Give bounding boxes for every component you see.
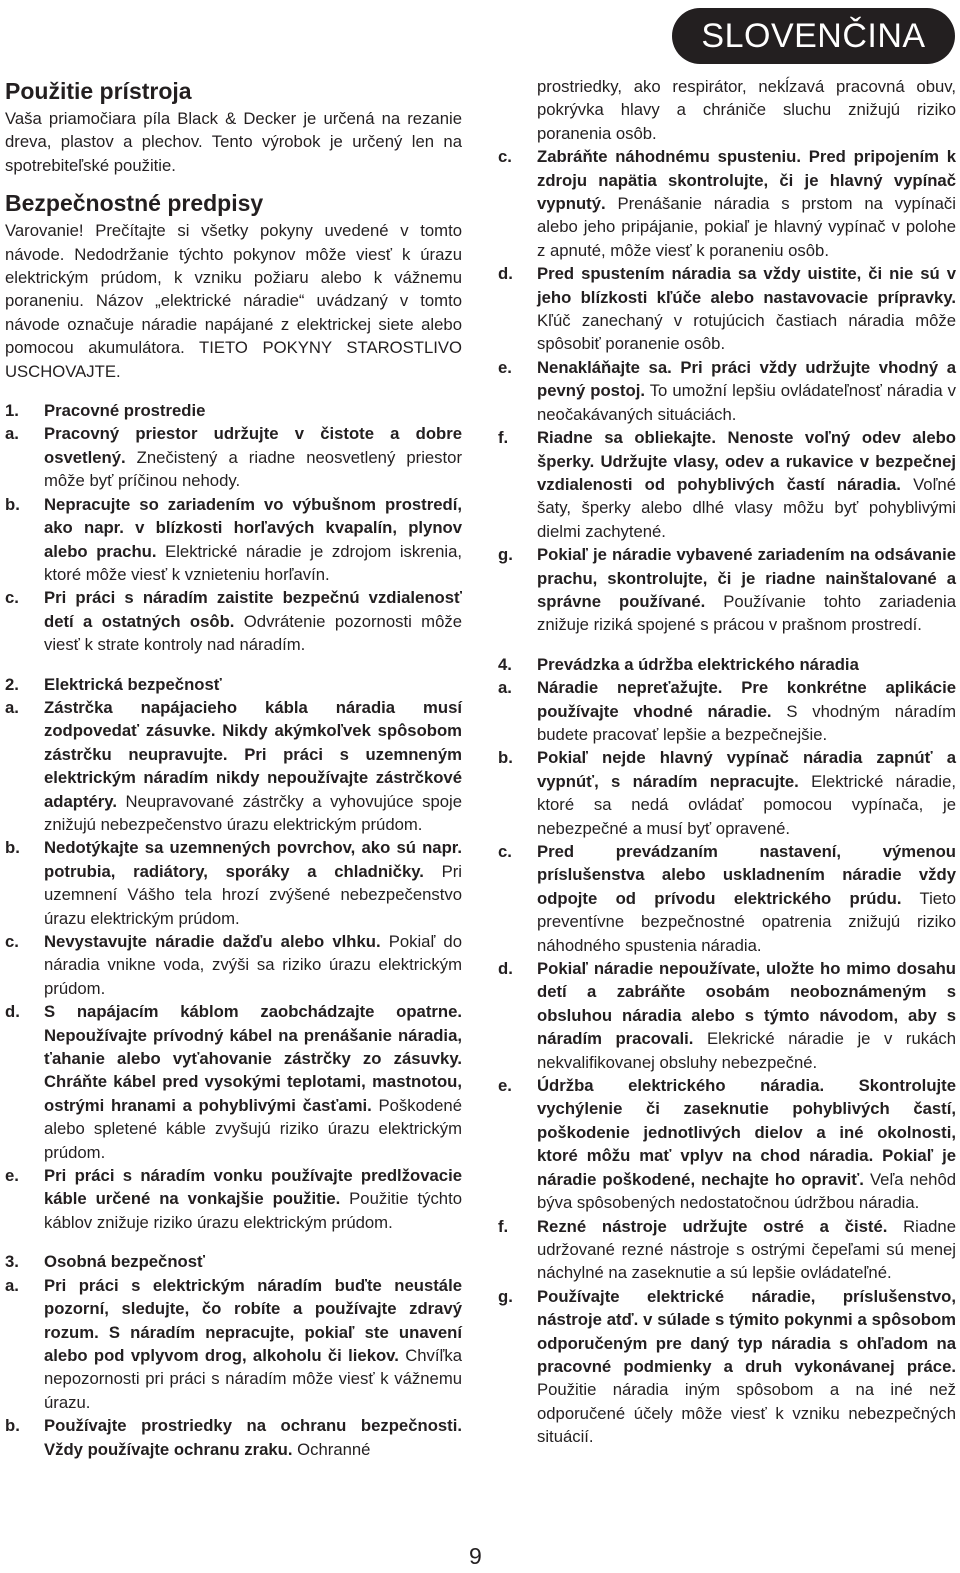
item-text: S vhodným náradím budete pracovať lepšie a bezpečnejšie. xyxy=(537,701,956,744)
left-column xyxy=(5,75,462,1461)
item-text: Tieto preventívne bezpečnostné opatrenia znižujú riziko náhodného spustenia náradia. xyxy=(537,888,956,955)
list-item xyxy=(498,840,956,957)
list-item xyxy=(498,426,956,543)
item-bold: Pokiaľ nejde hlavný vypínač náradia zapnúť a vypnúť, s náradím nepracujte. xyxy=(537,748,956,791)
list-item xyxy=(498,676,956,746)
item-text: Použitie náradia iným spôsobom a na iné než odporučené účely môže viesť k vzniku nebezpečných situácií. xyxy=(537,1380,956,1447)
item-bold: Pracovný priestor udržujte v čistote a dobre osvetlený. xyxy=(44,424,462,467)
item-bold: Riadne sa obliekajte. Nenoste voľný odev alebo šperky. Udržujte vlasy, odev a rukavice v bezpečnej vzdialenosti od pohyblivých častí náradia. xyxy=(537,428,956,494)
section-title: Pracovné prostredie xyxy=(44,401,206,421)
item-text: Elekrické náradie je v rukách nekvalifikovanej obsluhy nebezpečné. xyxy=(537,1029,957,1072)
item-bold: Nenakláňajte sa. Pri práci vždy udržujte vhodný a pevný postoj. xyxy=(537,357,956,401)
item-text: Používanie tohto zariadenia znižuje riziká spojené s prácou v prašnom prostredí. xyxy=(537,591,957,635)
list-item xyxy=(5,930,462,1000)
item-bold: Nedotýkajte sa uzemnených povrchov, ako sú napr. potrubia, radiátory, sporáky a chladničky. xyxy=(44,838,462,881)
list-item-continued xyxy=(498,75,956,145)
safety-title: Bezpečnostné predpisy xyxy=(5,190,264,217)
item-bold: Pri práci s náradím vonku používajte predlžovacie káble určené na vonkajšie použitie. xyxy=(44,1166,462,1209)
item-bold: Pokiaľ náradie nepoužívate, uložte ho mimo dosahu detí a zabráňte osobám neoboznámeným s obsluhou náradia alebo s týmto návodom, aby s náradím pracovali. xyxy=(537,959,956,1049)
item-bold: Používajte elektrické náradie, príslušenstvo, nástroje atď. v súlade s týmito pokynmi a spôsobom odporučeným pre daný typ náradia s ohľadom na pracovné podmienky a druh vykonávanej práce. xyxy=(537,1286,956,1376)
item-bold: S napájacím káblom zaobchádzajte opatrne. Nepoužívajte prívodný kábel na prenášanie náradia, ťahanie alebo vyťahovanie zástrčky zo zásuvky. Chráňte kábel pred vysokými teplotami, mastnotou, ostrými hranami a pohyblivými časťami. xyxy=(44,1002,462,1115)
safety-text: Varovanie! Prečítajte si všetky pokyny uvedené v tomto návode. Nedodržanie týchto pokynov môže viesť k úrazu elektrickým prúdom, k vzniku požiaru alebo k vážnemu poraneniu. Názov „elektrické náradie“ uvádzaný v tomto návode označuje náradie napájané z elektrickej siete alebo pomocou akumulátora. TIETO POKYNY STAROSTLIVO USCHOVAJTE. xyxy=(5,221,462,381)
item-bold: Pri práci s elektrickým náradím buďte neustále pozorní, sledujte, čo robíte a používajte zdravý rozum. S náradím nepracujte, pokiaľ ste unavení alebo pod vplyvom drog, alkoholu či liekov. xyxy=(44,1275,462,1365)
item-bold: Pred prevádzaním nastavení, výmenou príslušenstva alebo uskladnením náradie vždy odpojte od prívodu elektrického prúdu. xyxy=(537,842,956,908)
item-text: Znečistený a riadne neosvetlený priestor môže byť príčinou nehody. xyxy=(44,447,462,491)
section-heading-personal xyxy=(5,1250,462,1273)
item-letter: b. xyxy=(498,748,513,768)
list-item xyxy=(5,696,462,836)
section-number: 1. xyxy=(5,401,19,421)
item-letter: c. xyxy=(498,842,512,861)
section-heading-maintenance xyxy=(498,653,956,676)
item-bold: Náradie nepreťažujte. Pre konkrétne aplikácie používajte vhodné náradie. xyxy=(537,678,956,721)
section-number: 4. xyxy=(498,654,512,674)
item-text: Kľúč zanechaný v rotujúcich častiach náradia môže spôsobiť poranenie osôb. xyxy=(537,311,956,354)
item-text: Voľné šaty, šperky alebo dlhé vlasy môžu byť pohyblivými dielmi zachytené. xyxy=(537,474,956,541)
section-heading-work-area xyxy=(5,399,462,422)
list-item xyxy=(498,145,956,262)
list-item xyxy=(5,493,462,587)
list-item xyxy=(5,422,462,492)
list-item xyxy=(498,356,956,426)
section-number: 3. xyxy=(5,1252,19,1272)
item-bold: Rezné nástroje udržujte ostré a čisté. xyxy=(537,1216,888,1236)
section-heading-electrical xyxy=(5,673,462,696)
language-tab: SLOVENČINA xyxy=(672,8,955,64)
item-text: Odvrátenie pozornosti môže viesť k strate kontroly nad náradím. xyxy=(44,611,462,655)
list-item xyxy=(498,957,956,1074)
item-text: Neupravované zástrčky a vyhovujúce spoje znižujú nebezpečenstvo úrazu elektrickým prúdom. xyxy=(44,791,462,834)
item-letter: f. xyxy=(498,1216,509,1236)
item-text: Pokiaľ do náradia vnikne voda, zvýši sa riziko úrazu elektrickým prúdom. xyxy=(44,932,462,998)
list-item xyxy=(498,543,956,637)
item-text: Elektrické náradie, ktoré sa nedá ovládať pomocou vypínača, je nebezpečné a musí byť opravené. xyxy=(537,771,956,838)
item-letter: e. xyxy=(498,1076,512,1096)
list-item xyxy=(498,262,956,356)
list-item xyxy=(498,1285,956,1449)
item-letter: b. xyxy=(5,838,20,858)
item-letter: c. xyxy=(5,932,19,951)
list-item xyxy=(5,1274,462,1414)
item-text: Veľa nehôd býva spôsobených nedostatočnou údržbou náradia. xyxy=(537,1169,956,1213)
item-letter: a. xyxy=(5,424,19,444)
section-title: Prevádzka a údržba elektrického náradia xyxy=(537,654,859,674)
item-letter: g. xyxy=(498,1286,513,1306)
item-letter: d. xyxy=(498,959,513,979)
list-item xyxy=(5,1164,462,1234)
list-item xyxy=(498,746,956,840)
item-letter: d. xyxy=(5,1002,20,1022)
item-letter: a. xyxy=(5,697,19,717)
item-text: Chvíľka nepozornosti pri práci s náradím môže viesť k vážnemu úrazu. xyxy=(44,1345,462,1412)
item-letter: c. xyxy=(5,588,19,608)
item-text: Poškodené alebo spletené káble zvyšujú riziko úrazu elektrickým prúdom. xyxy=(44,1095,462,1162)
item-text: prostriedky, ako respirátor, nekĺzavá pracovná obuv, pokrývka hlavy a chrániče sluchu znižujú riziko poranenia osôb. xyxy=(537,77,956,143)
item-letter: e. xyxy=(498,357,512,377)
item-bold: Pred spustením náradia sa vždy uistite, či nie sú v jeho blízkosti kľúče alebo nastavovacie prípravky. xyxy=(537,264,956,307)
item-text: Pri uzemnení Vášho tela hrozí zvýšené nebezpečenstvo úrazu elektrickým prúdom. xyxy=(44,861,463,928)
item-text: Riadne udržované rezné nástroje s ostrými čepeľami sú menej náchylné na zaseknutie a sú lepšie ovládateľné. xyxy=(537,1216,956,1283)
item-bold: Nepracujte so zariadením vo výbušnom prostredí, ako napr. v blízkosti horľavých kvapalín, plynov alebo prachu. xyxy=(44,494,462,561)
item-letter: b. xyxy=(5,1416,20,1436)
item-letter: g. xyxy=(498,545,513,565)
item-bold: Pokiaľ je náradie vybavené zariadením na odsávanie prachu, skontrolujte, či je riadne nainštalované a správne používané. xyxy=(537,545,956,611)
item-letter: e. xyxy=(5,1166,19,1186)
item-bold: Zástrčka napájacieho kábla náradia musí zodpovedať zásuvke. Nikdy akýmkoľvek spôsobom zástrčku neupravujte. Pri práci s uzemneným elektrickým náradím nikdy nepoužívajte zástrčkové adaptéry. xyxy=(44,697,462,811)
item-letter: b. xyxy=(5,494,20,514)
list-item xyxy=(498,1074,956,1214)
list-item xyxy=(5,1000,462,1164)
list-item xyxy=(498,1215,956,1285)
item-letter: c. xyxy=(498,147,512,167)
right-column xyxy=(498,75,956,1449)
section-number: 2. xyxy=(5,674,19,694)
item-bold: Pri práci s náradím zaistite bezpečnú vzdialenosť detí a ostatných osôb. xyxy=(44,588,462,631)
item-letter: a. xyxy=(5,1275,19,1295)
list-item xyxy=(5,836,462,930)
list-item xyxy=(5,1414,462,1461)
list-item xyxy=(5,586,462,656)
item-text: Prenášanie náradia s prstom na vypínači alebo jeho pripájanie, pokiaľ je hlavný vypínač v polohe z apnuté, môže viesť k poraneniu osôb. xyxy=(537,194,956,260)
item-bold: Zabráňte náhodnému spusteniu. Pred pripojením k zdroju napätia skontrolujte, či je hlavný vypínač vypnutý. xyxy=(537,147,956,214)
item-text: Ochranné xyxy=(292,1439,371,1459)
item-letter: a. xyxy=(498,678,512,698)
item-bold: Údržba elektrického náradia. Skontrolujte vychýlenie či zaseknutie pohyblivých častí, poškodenie jednotlivých dielov a iné okolnosti, ktoré môžu mať vplyv na chod náradia. Pokiaľ je náradie poškodené, nechajte ho opraviť. xyxy=(537,1076,956,1189)
item-text: To umožní lepšiu ovládateľnosť náradia v neočakávaných situáciách. xyxy=(537,381,956,424)
item-letter: f. xyxy=(498,428,509,448)
item-text: Elektrické náradie je zdrojom iskrenia, ktoré môže viesť k vznieteniu horľavín. xyxy=(44,541,462,584)
section-title: Elektrická bezpečnosť xyxy=(44,674,222,694)
section-title: Osobná bezpečnosť xyxy=(44,1252,205,1272)
item-bold: Nevystavujte náradie dažďu alebo vlhku. xyxy=(44,932,381,951)
usage-text: Vaša priamočiara píla Black & Decker je určená na rezanie dreva, plastov a plechov. Tento výrobok je určený len na spotrebiteľské použitie. xyxy=(5,109,462,175)
page-number: 9 xyxy=(469,1543,482,1569)
item-text: Použitie týchto káblov znižuje riziko úrazu elektrickým prúdom. xyxy=(44,1189,462,1232)
item-bold: Používajte prostriedky na ochranu bezpečnosti. Vždy používajte ochranu zraku. xyxy=(44,1416,462,1459)
usage-title: Použitie prístroja xyxy=(5,78,192,104)
item-letter: d. xyxy=(498,264,513,284)
